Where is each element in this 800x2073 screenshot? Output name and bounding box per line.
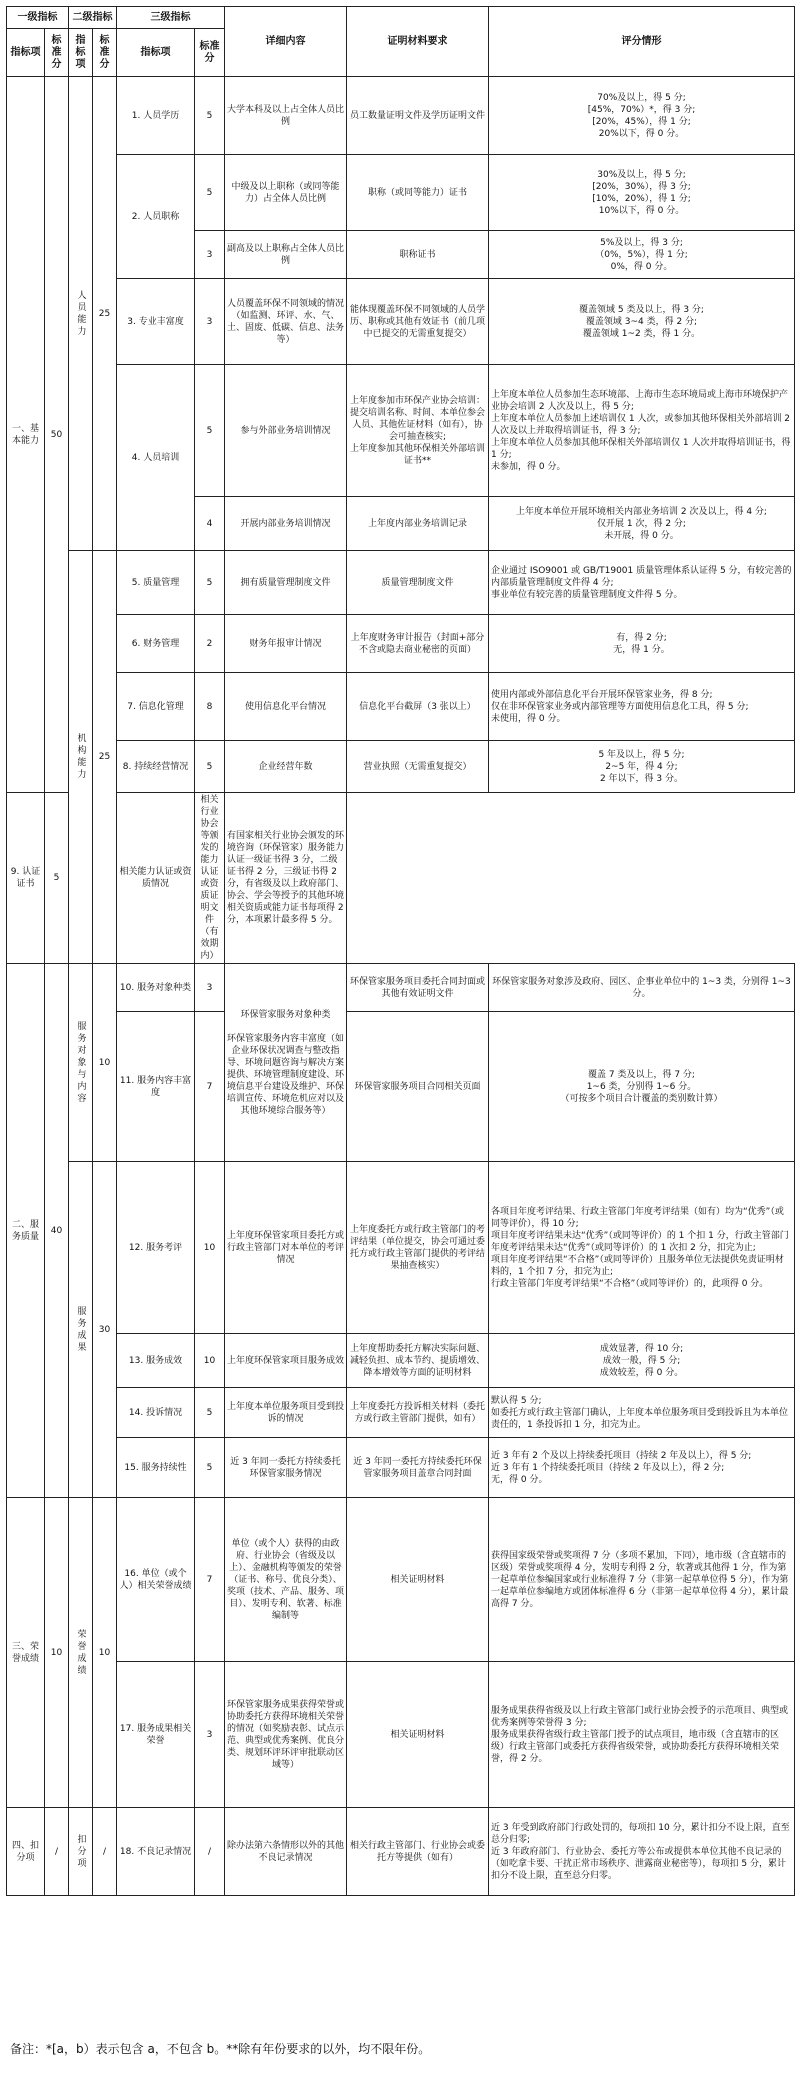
evaluation-table [6,6,795,1896]
r12-evidence: 上年度委托方或行政主管部门的考评结果（单位提交，协会可通过委托方或行政主管部门提供的考评结果抽查核实） [347,1162,489,1334]
r6-score: 2 [195,615,225,673]
r2-scoring: 30%及以上，得 5 分; [20%，30%），得 3 分; [10%，20%），得 1 分; 10%以下，得 0 分。 [489,155,795,231]
r5-item: 5. 质量管理 [117,551,195,615]
r9-evidence: 相关行业协会等颁发的能力认证或资质证明文件（有效期内） [195,793,225,964]
l1-service-name: 二、服务质量 [7,964,45,1498]
l2-honor-name: 荣誉成绩 [69,1498,93,1808]
l2-deduct-score: / [93,1808,117,1896]
r8-evidence: 营业执照（无需重复提交） [347,741,489,793]
r12-score: 10 [195,1162,225,1334]
l1-deduct-score: / [45,1808,69,1896]
l3-score-header: 标准分 [195,29,225,77]
r2-evidence: 职称（或同等能力）证书 [347,155,489,231]
r1-score: 5 [195,77,225,155]
table-row [7,551,795,615]
r2b-score: 3 [195,231,225,279]
l2-org-name: 机构能力 [69,551,93,964]
r10-score: 3 [195,964,225,1012]
level1-header: 一级指标 [7,7,69,29]
r9-detail: 相关能力认证或资质情况 [117,793,195,964]
r12-detail: 上年度环保管家项目委托方或行政主管部门对本单位的考评情况 [225,1162,347,1334]
r6-scoring: 有，得 2 分; 无，得 1 分。 [489,615,795,673]
table-row [7,673,795,741]
r10-evidence: 环保管家服务项目委托合同封面或其他有效证明文件 [347,964,489,1012]
r4-detail: 参与外部业务培训情况 [225,365,347,497]
r16-score: 7 [195,1498,225,1662]
table-row [7,793,795,964]
r6-evidence: 上年度财务审计报告（封面+部分不含或隐去商业秘密的页面） [347,615,489,673]
table-row [7,1012,795,1162]
r13-detail: 上年度环保管家项目服务成效 [225,1334,347,1388]
r7-score: 8 [195,673,225,741]
r4-scoring: 上年度本单位人员参加生态环境部、上海市生态环境局或上海市环境保护产业协会培训 2 人次及以上，得 5 分; 上年度本单位人员参加上述培训仅 1 人次，或参加其他环保相关外部培训 2 人次及以上并取得培训证书，得 3 分; 上年度本单位人员参加其他环保相关外部培训仅 1 人次并取得培训证书，得 1 分; 未参加，得 0 分。 [489,365,795,497]
l1-deduct-name: 四、扣分项 [7,1808,45,1896]
r2-item: 2. 人员职称 [117,155,195,279]
l3-item-header: 指标项 [117,29,195,77]
scoring-header: 评分情形 [489,7,795,77]
r7-item: 7. 信息化管理 [117,673,195,741]
r9-score: 5 [45,793,69,964]
l2-target-score: 10 [93,964,117,1162]
l2-honor-score: 10 [93,1498,117,1808]
table-row [7,964,795,1012]
table-row [7,1438,795,1498]
l1-service-score: 40 [45,964,69,1498]
l2-score-header: 标准分 [93,29,117,77]
table-row [7,615,795,673]
r17-detail: 环保管家服务成果获得荣誉或协助委托方获得环境相关荣誉的情况（如奖励表彰、试点示范、典型或优秀案例、优良分类、规划环评环评审批联动区域等） [225,1662,347,1808]
r18-item: 18. 不良记录情况 [117,1808,195,1896]
r16-evidence: 相关证明材料 [347,1498,489,1662]
r1-scoring: 70%及以上，得 5 分; [45%，70%）*，得 3 分; [20%，45%），得 1 分; 20%以下，得 0 分。 [489,77,795,155]
r11-evidence: 环保管家服务项目合同相关页面 [347,1012,489,1162]
r17-scoring: 服务成果获得省级及以上行政主管部门或行业协会授予的示范项目、典型或优秀案例等荣誉得 3 分; 服务成果获得省级行政主管部门授予的试点项目，地市级（含直辖市的区级）行政主管部门或委托方获得省级荣誉，或协助委托方获得环境相关荣誉，得 2 分。 [489,1662,795,1808]
r3-scoring: 覆盖领域 5 类及以上，得 3 分; 覆盖领域 3~4 类，得 2 分; 覆盖领域 1~2 类，得 1 分。 [489,279,795,365]
r5-score: 5 [195,551,225,615]
r18-scoring: 近 3 年受到政府部门行政处罚的，每项扣 10 分，累计扣分不设上限，直至总分归零; 近 3 年政府部门、行业协会、委托方等公布或提供本单位其他不良记录的（如吃拿卡要、干扰正常市场秩序、泄露商业秘密等），每项扣 5 分，累计扣分不设上限，直至总分归零。 [489,1808,795,1896]
l1-basic-name: 一、基本能力 [7,77,45,793]
l1-item-header: 指标项 [7,29,45,77]
r16-detail: 单位（或个人）获得的由政府、行业协会（省级及以上）、金融机构等颁发的荣誉（证书、称号、优良分类）、奖项（技术、产品、服务、项目）、发明专利、软著、标准编制等 [225,1498,347,1662]
r8-detail: 企业经营年数 [225,741,347,793]
l2-item-header: 指标项 [69,29,93,77]
r7-scoring: 使用内部或外部信息化平台开展环保管家业务，得 8 分; 仅在非环保管家业务或内部管理等方面使用信息化工具，得 5 分; 未使用，得 0 分。 [489,673,795,741]
l2-staff-name: 人员能力 [69,77,93,551]
r6-item: 6. 财务管理 [117,615,195,673]
r1-detail: 大学本科及以上占全体人员比例 [225,77,347,155]
table-row [7,1334,795,1388]
r14-scoring: 默认得 5 分; 如委托方或行政主管部门确认，上年度本单位服务项目受到投诉且为本单位责任的，1 条投诉扣 1 分，扣完为止。 [489,1388,795,1438]
r14-detail: 上年度本单位服务项目受到投诉的情况 [225,1388,347,1438]
r16-item: 16. 单位（或个人）相关荣誉成绩 [117,1498,195,1662]
r4b-score: 4 [195,497,225,551]
table-row [7,279,795,365]
r17-item: 17. 服务成果相关荣誉 [117,1662,195,1808]
r16-scoring: 获得国家级荣誉或奖项得 7 分（多项不累加，下同），地市级（含直辖市的区级）荣誉或奖项得 4 分，发明专利得 2 分，软著或其他得 1 分，作为第一起草单位参编国家或行业标准得 7 分（非第一起草单位得 5 分），作为第一起草单位参编地方或团体标准得 6 分（非第一起草单位得 4 分），累计最高得 7 分。 [489,1498,795,1662]
l2-target-name: 服务对象与内容 [69,964,93,1162]
r5-scoring: 企业通过 ISO9001 或 GB/T19001 质量管理体系认证得 5 分，有较完善的内部质量管理制度文件得 4 分; 事业单位有较完善的质量管理制度文件得 5 分。 [489,551,795,615]
r7-detail: 使用信息化平台情况 [225,673,347,741]
l2-staff-score: 25 [93,77,117,551]
r15-item: 15. 服务持续性 [117,1438,195,1498]
r2-detail: 中级及以上职称（或同等能力）占全体人员比例 [225,155,347,231]
r18-evidence: 相关行政主管部门、行业协会或委托方等提供（如有） [347,1808,489,1896]
l1-honor-score: 10 [45,1498,69,1808]
r4-item: 4. 人员培训 [117,365,195,551]
level2-header: 二级指标 [69,7,117,29]
r14-evidence: 上年度委托方投诉相关材料（委托方或行政主管部门提供，如有） [347,1388,489,1438]
evidence-header: 证明材料要求 [347,7,489,77]
r9-scoring: 有国家相关行业协会颁发的环境咨询（环保管家）服务能力认证一级证书得 3 分，二级证书得 2 分，三级证书得 2 分，有省级及以上政府部门、协会、学会等授予的其他环境相关资质或能力证书每项得 2 分，本项累计最多得 5 分。 [225,793,347,964]
l2-result-score: 30 [93,1162,117,1498]
r13-scoring: 成效显著，得 10 分; 成效一般，得 5 分; 成效较差，得 0 分。 [489,1334,795,1388]
r1-evidence: 员工数量证明文件及学历证明文件 [347,77,489,155]
r4-score: 5 [195,365,225,497]
r3-detail: 人员覆盖环保不同领域的情况（如监测、环评、水、气、土、固废、低碳、信息、法务等） [225,279,347,365]
l1-honor-name: 三、荣誉成绩 [7,1498,45,1808]
r11-scoring: 覆盖 7 类及以上，得 7 分; 1~6 类，分别得 1~6 分。 （可按多个项目合计覆盖的类别数计算） [489,1012,795,1162]
r8-item: 8. 持续经营情况 [117,741,195,793]
r17-evidence: 相关证明材料 [347,1662,489,1808]
table-row [7,1808,795,1896]
r2b-detail: 副高及以上职称占全体人员比例 [225,231,347,279]
r4b-detail: 开展内部业务培训情况 [225,497,347,551]
r5-detail: 拥有质量管理制度文件 [225,551,347,615]
l1-score-header: 标准分 [45,29,69,77]
detail-header: 详细内容 [225,7,347,77]
r18-detail: 除办法第六条情形以外的其他不良记录情况 [225,1808,347,1896]
table-row [7,1498,795,1662]
r12-item: 12. 服务考评 [117,1162,195,1334]
r9-item: 9. 认证证书 [7,793,45,964]
r13-item: 13. 服务成效 [117,1334,195,1388]
r13-evidence: 上年度帮助委托方解决实际问题、减轻负担、成本节约、提质增效、降本增效等方面的证明材料 [347,1334,489,1388]
r15-detail: 近 3 年同一委托方持续委托环保管家服务情况 [225,1438,347,1498]
r10-11-detail: 环保管家服务对象种类 环保管家服务内容丰富度（如企业环保状况调查与整改指导、环境问题咨询与解决方案提供、环境管理制度建设、环境信息平台建设及维护、环保培训宣传、环境危机应对以及其他环境综合服务等） [225,964,347,1162]
r1-item: 1. 人员学历 [117,77,195,155]
r13-score: 10 [195,1334,225,1388]
r17-score: 3 [195,1662,225,1808]
table-row [7,741,795,793]
r8-score: 5 [195,741,225,793]
r15-evidence: 近 3 年同一委托方持续委托环保管家服务项目盖章合同封面 [347,1438,489,1498]
footnote: 备注：*[a，b）表示包含 a，不包含 b。**除有年份要求的以外，均不限年份。 [10,2042,431,2056]
r7-evidence: 信息化平台截屏（3 张以上） [347,673,489,741]
r12-scoring: 各项目年度考评结果、行政主管部门年度考评结果（如有）均为“优秀”（或同等评价），得 10 分; 项目年度考评结果未达“优秀”（或同等评价）的 1 个扣 1 分，行政主管部门年度考评结果未达“优秀”（或同等评价）的 1 次扣 2 分，扣完为止; 项目年度考评结果“不合格”（或同等评价）且服务单位无法提供免责证明材料的，1 个扣 7 分，扣完为止; 行政主管部门年度考评结果“不合格”（或同等评价）的，此项得 0 分。 [489,1162,795,1334]
level3-header: 三级指标 [117,7,225,29]
r10-item: 10. 服务对象种类 [117,964,195,1012]
r11-item: 11. 服务内容丰富度 [117,1012,195,1162]
r15-score: 5 [195,1438,225,1498]
r2-score: 5 [195,155,225,231]
r14-item: 14. 投诉情况 [117,1388,195,1438]
table-row [7,1162,795,1334]
l1-basic-score: 50 [45,77,69,793]
r3-evidence: 能体现覆盖环保不同领域的人员学历、职称或其他有效证书（前几项中已提交的无需重复提交） [347,279,489,365]
l2-result-name: 服务成果 [69,1162,93,1498]
r8-scoring: 5 年及以上，得 5 分; 2~5 年，得 4 分; 2 年以下，得 3 分。 [489,741,795,793]
r11-score: 7 [195,1012,225,1162]
table-row [7,365,795,497]
r10-scoring: 环保管家服务对象涉及政府、园区、企事业单位中的 1~3 类，分别得 1~3 分。 [489,964,795,1012]
r4b-scoring: 上年度本单位开展环境相关内部业务培训 2 次及以上，得 4 分; 仅开展 1 次，得 2 分; 未开展，得 0 分。 [489,497,795,551]
r2b-scoring: 5%及以上，得 3 分; （0%，5%），得 1 分; 0%，得 0 分。 [489,231,795,279]
r14-score: 5 [195,1388,225,1438]
r5-evidence: 质量管理制度文件 [347,551,489,615]
r15-scoring: 近 3 年有 2 个及以上持续委托项目（持续 2 年及以上），得 5 分; 近 3 年有 1 个持续委托项目（持续 2 年及以上），得 2 分; 无，得 0 分。 [489,1438,795,1498]
table-row [7,1662,795,1808]
r6-detail: 财务年报审计情况 [225,615,347,673]
r18-score: / [195,1808,225,1896]
r3-item: 3. 专业丰富度 [117,279,195,365]
r4b-evidence: 上年度内部业务培训记录 [347,497,489,551]
table-row [7,77,795,155]
r4-evidence: 上年度参加市环保产业协会培训：提交培训名称、时间、本单位参会人员、其他佐证材料（如有），协会可抽查核实; 上年度参加其他环保相关外部培训证书** [347,365,489,497]
table-row [7,155,795,231]
r2b-evidence: 职称证书 [347,231,489,279]
r3-score: 3 [195,279,225,365]
l2-org-score: 25 [93,551,117,964]
table-row [7,1388,795,1438]
l2-deduct-name: 扣分项 [69,1808,93,1896]
